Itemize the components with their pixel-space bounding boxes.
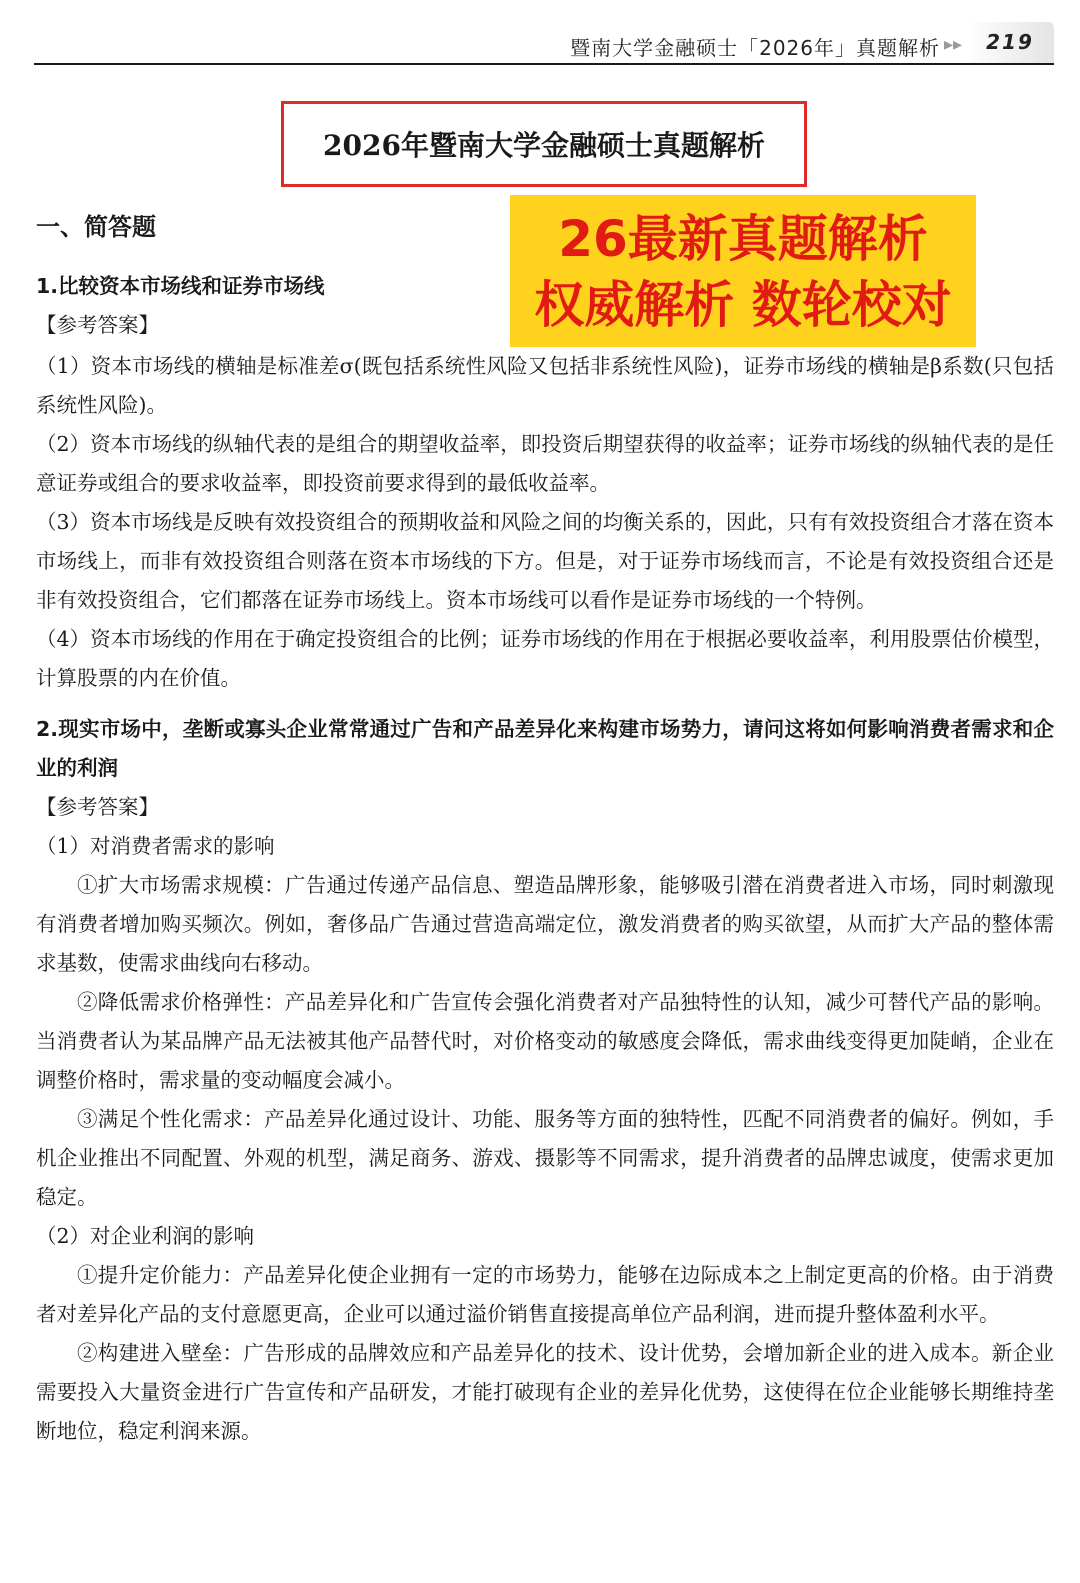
answer-paragraph: ②构建进入壁垒：广告形成的品牌效应和产品差异化的技术、设计优势，会增加新企业的进入成本。新企业需要投入大量资金进行广告宣传和产品研发，才能打破现有企业的差异化优势，这使得在位企业能够长期维持垄断地位，稳定利润来源。 (36, 1341, 1054, 1443)
answer-paragraph: ②降低需求价格弹性：产品差异化和广告宣传会强化消费者对产品独特性的认知，减少可替代产品的影响。当消费者认为某品牌产品无法被其他产品替代时，对价格变动的敏感度会降低，需求曲线变得更加陡峭，企业在调整价格时，需求量的变动幅度会减小。 (36, 990, 1054, 1092)
header-rule (34, 63, 1054, 65)
header-arrow-icon: ▸▸ (944, 34, 963, 55)
promo-banner-line2: 权威解析 数轮校对 (534, 276, 952, 334)
running-header-title: 暨南大学金融硕士「2026年」真题解析 (570, 36, 940, 60)
document-title-box (281, 101, 807, 187)
question-1-answer (36, 347, 1054, 1451)
document-title: 2026年暨南大学金融硕士真题解析 (323, 129, 765, 162)
answer-label: 【参考答案】 (36, 795, 159, 819)
spacer (36, 698, 1054, 710)
question-2-title: 2.现实市场中，垄断或寡头企业常常通过广告和产品差异化来构建市场势力，请问这将如何影响消费者需求和企业的利润 (36, 717, 1054, 780)
promo-banner-line1: 26最新真题解析 (558, 210, 928, 268)
promo-banner (510, 195, 976, 347)
question-1-title: 1.比较资本市场线和证券市场线 (36, 274, 325, 298)
answer-paragraph: ①提升定价能力：产品差异化使企业拥有一定的市场势力，能够在边际成本之上制定更高的价格。由于消费者对差异化产品的支付意愿更高，企业可以通过溢价销售直接提高单位产品利润，进而提升整体盈利水平。 (36, 1263, 1054, 1326)
answer-label: 【参考答案】 (36, 313, 159, 337)
answer-paragraph: （2）资本市场线的纵轴代表的是组合的期望收益率，即投资后期望获得的收益率；证券市场线的纵轴代表的是任意证券或组合的要求收益率，即投资前要求得到的最低收益率。 (36, 432, 1054, 495)
answer-paragraph: （3）资本市场线是反映有效投资组合的预期收益和风险之间的均衡关系的，因此，只有有效投资组合才落在资本市场线上，而非有效投资组合则落在资本市场线的下方。但是，对于证券市场线而言，不论是有效投资组合还是非有效投资组合，它们都落在证券市场线上。资本市场线可以看作是证券市场线的一个特例。 (36, 510, 1054, 612)
answer-paragraph: ③满足个性化需求：产品差异化通过设计、功能、服务等方面的独特性，匹配不同消费者的偏好。例如，手机企业推出不同配置、外观的机型，满足商务、游戏、摄影等不同需求，提升消费者的品牌忠诚度，使需求更加稳定。 (36, 1107, 1054, 1209)
answer-paragraph: （4）资本市场线的作用在于确定投资组合的比例；证券市场线的作用在于根据必要收益率，利用股票估价模型，计算股票的内在价值。 (36, 627, 1054, 690)
question-1-block (36, 267, 506, 345)
page-number-tab (966, 22, 1054, 64)
subheading: （2）对企业利润的影响 (36, 1224, 255, 1248)
section-heading: 一、简答题 (36, 213, 156, 241)
page-number: 219 (986, 30, 1034, 54)
answer-paragraph: （1）资本市场线的横轴是标准差σ(既包括系统性风险又包括非系统性风险)，证券市场线的横轴是β系数(只包括系统性风险)。 (36, 354, 1054, 417)
answer-paragraph: ①扩大市场需求规模：广告通过传递产品信息、塑造品牌形象，能够吸引潜在消费者进入市场，同时刺激现有消费者增加购买频次。例如，奢侈品广告通过营造高端定位，激发消费者的购买欲望，从而扩大产品的整体需求基数，使需求曲线向右移动。 (36, 873, 1054, 975)
subheading: （1）对消费者需求的影响 (36, 834, 275, 858)
